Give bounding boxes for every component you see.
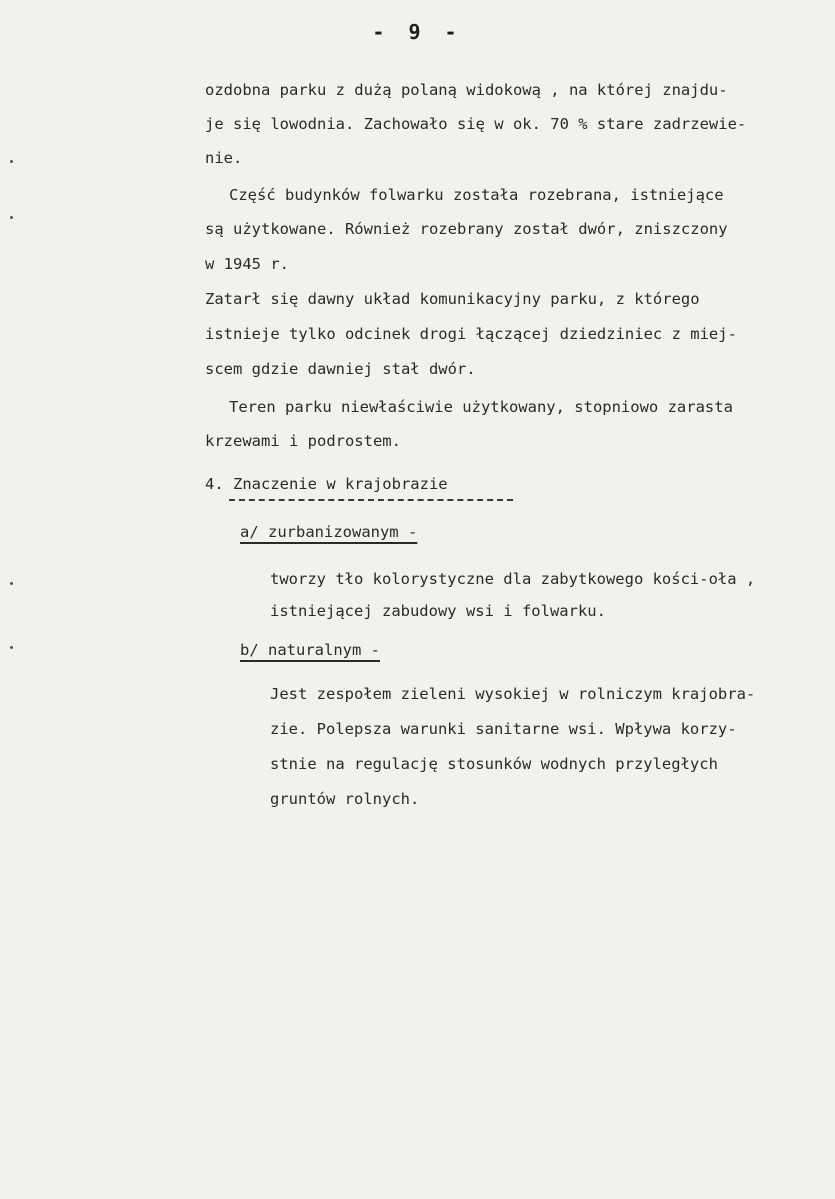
subsection-b-label: b/ naturalnym - <box>240 641 380 659</box>
text-line: zie. Polepsza warunki sanitarne wsi. Wpływa korzy- <box>270 720 737 738</box>
text-line: tworzy tło kolorystyczne dla zabytkowego kości-oła , <box>270 570 756 588</box>
text-line: Zatarł się dawny układ komunikacyjny parku, z którego <box>205 290 700 308</box>
text-line: Teren parku niewłaściwie użytkowany, stopniowo zarasta <box>229 398 733 416</box>
text-line: są użytkowane. Również rozebrany został dwór, zniszczony <box>205 220 728 238</box>
text-line: je się lowodnia. Zachowało się w ok. 70 % stare zadrzewie- <box>205 115 747 133</box>
text-line: Część budynków folwarku została rozebrana, istniejące <box>229 186 724 204</box>
subsection-a-label: a/ zurbanizowanym - <box>240 523 418 541</box>
heading-dashed-underline <box>229 499 513 501</box>
text-line: istnieje tylko odcinek drogi łączącej dziedziniec z miej- <box>205 325 737 343</box>
text-line: ozdobna parku z dużą polaną widokową , na której znajdu- <box>205 81 728 99</box>
subsection-a <box>240 522 417 542</box>
margin-dot <box>10 216 13 219</box>
text-line: istniejącej zabudowy wsi i folwarku. <box>270 602 606 620</box>
text-line: krzewami i podrostem. <box>205 432 401 450</box>
margin-dot <box>10 160 13 163</box>
page-number: - 9 - <box>372 20 463 44</box>
text-line: gruntów rolnych. <box>270 790 420 808</box>
text-line: nie. <box>205 149 243 167</box>
margin-dot <box>10 646 13 649</box>
subsection-b <box>240 640 380 660</box>
text-line: w 1945 r. <box>205 255 289 273</box>
text-line: Jest zespołem zieleni wysokiej w rolniczym krajobra- <box>270 685 756 703</box>
text-line: stnie na regulację stosunków wodnych przyległych <box>270 755 718 773</box>
section-heading: 4. Znaczenie w krajobrazie <box>205 475 448 493</box>
margin-dot <box>10 582 13 585</box>
text-line: scem gdzie dawniej stał dwór. <box>205 360 476 378</box>
